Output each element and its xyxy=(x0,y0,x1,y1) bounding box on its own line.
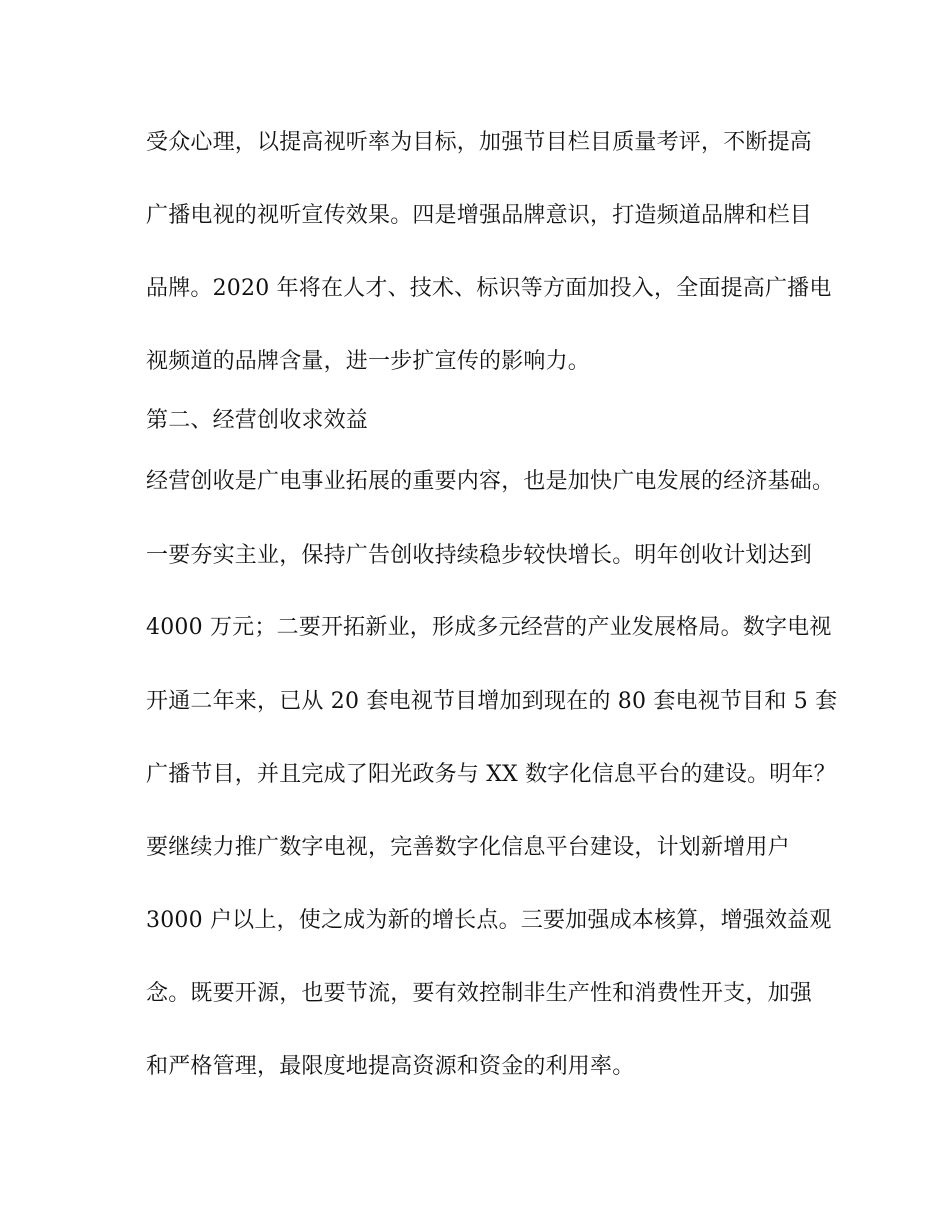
paragraph-line: 和严格管理，最限度地提高资源和资金的利用率。 xyxy=(146,1054,635,1079)
paragraph-line: 开通二年来，已从 20 套电视节目增加到现在的 80 套电视节目和 5 套 xyxy=(146,689,838,714)
paragraph-line: 要继续力推广数字电视，完善数字化信息平台建设，计划新增用户 xyxy=(146,835,790,860)
paragraph-line: 广播电视的视听宣传效果。四是增强品牌意识，打造频道品牌和栏目 xyxy=(146,203,813,228)
paragraph-line: 品牌。2020 年将在人才、技术、标识等方面加投入，全面提高广播电 xyxy=(146,276,832,301)
paragraph-line: 经营创收是广电事业拓展的重要内容，也是加快广电发展的经济基础。 xyxy=(146,469,835,494)
section-heading: 第二、经营创收求效益 xyxy=(146,408,369,433)
paragraph-line: 受众心理，以提高视听率为目标，加强节目栏目质量考评，不断提高 xyxy=(146,130,813,155)
paragraph-line: 3000 户以上，使之成为新的增长点。三要加强成本核算，增强效益观 xyxy=(146,908,832,933)
paragraph-line: 念。既要开源，也要节流，要有效控制非生产性和消费性开支，加强 xyxy=(146,981,813,1006)
paragraph-line: 一要夯实主业，保持广告创收持续稳步较快增长。明年创收计划达到 xyxy=(146,543,813,568)
paragraph-line: 广播节目，并且完成了阳光政务与 XX 数字化信息平台的建设。明年？ xyxy=(146,762,836,787)
paragraph-line: 4000 万元；二要开拓新业，形成多元经营的产业发展格局。数字电视 xyxy=(146,615,832,640)
paragraph-line: 视频道的品牌含量，进一步扩宣传的影响力。 xyxy=(146,349,591,374)
